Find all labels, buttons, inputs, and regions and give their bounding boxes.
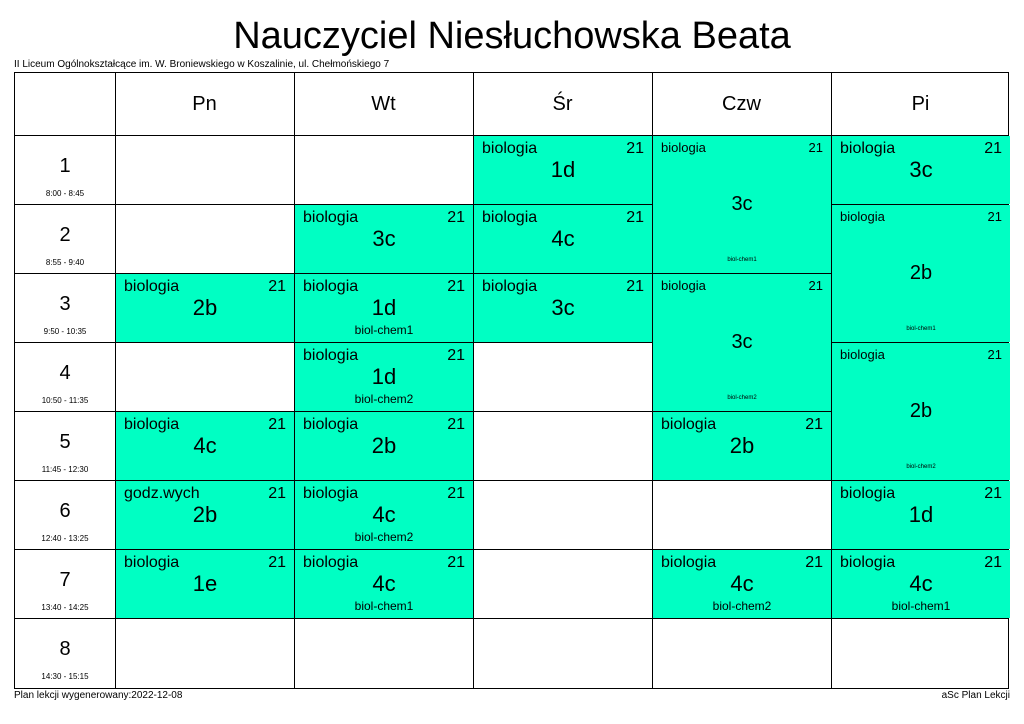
lesson-subject: biologia: [124, 554, 180, 571]
lesson-subject: biologia: [303, 416, 359, 433]
lesson-subject: biologia: [661, 416, 717, 433]
lesson-cell: [653, 550, 831, 618]
lesson-cell: [116, 481, 294, 549]
lesson-class: 4c: [551, 226, 575, 251]
lesson-room: 21: [268, 278, 286, 295]
grid-line: [294, 73, 295, 688]
lesson-group: biol-chem1: [906, 326, 936, 332]
period-time: 8:55 - 9:40: [45, 258, 85, 267]
period-label: [15, 204, 115, 273]
lesson-cell: [653, 412, 831, 480]
lesson-cell: [653, 136, 831, 273]
lesson-room: 21: [447, 485, 465, 502]
lesson-group: biol-chem2: [727, 395, 757, 401]
period-label: [15, 549, 115, 618]
lesson-room: 21: [987, 347, 1002, 362]
lesson-subject: godz.wych: [124, 485, 200, 502]
lesson-class: 2b: [909, 400, 933, 422]
lesson-room: 21: [268, 554, 286, 571]
lesson-class: 3c: [731, 331, 753, 353]
lesson-cell: [474, 205, 652, 273]
grid-line: [831, 73, 832, 688]
lesson-room: 21: [805, 416, 823, 433]
lesson-class: 1e: [192, 571, 218, 596]
day-header: Wt: [371, 93, 396, 115]
period-label: [15, 135, 115, 204]
lesson-cell: [295, 550, 473, 618]
lesson-subject: biologia: [124, 278, 180, 295]
lesson-subject: biologia: [303, 278, 359, 295]
lesson-cell: [295, 412, 473, 480]
period-time: 9:50 - 10:35: [43, 327, 87, 336]
lesson-subject: biologia: [840, 140, 896, 157]
lesson-cell: [474, 136, 652, 204]
period-number: 6: [59, 500, 71, 522]
lesson-room: 21: [626, 209, 644, 226]
grid-line: [473, 73, 474, 688]
lesson-cell: [295, 343, 473, 411]
lesson-subject: biologia: [840, 347, 885, 362]
lesson-class: 2b: [371, 433, 397, 458]
lesson-cell: [832, 343, 1010, 480]
lesson-cell: [295, 274, 473, 342]
lesson-class: 3c: [551, 295, 575, 320]
lesson-cell: [653, 274, 831, 411]
lesson-subject: biologia: [840, 554, 896, 571]
lesson-room: 21: [626, 278, 644, 295]
lesson-room: 21: [987, 209, 1002, 224]
lesson-subject: biologia: [303, 347, 359, 364]
lesson-subject: biologia: [840, 485, 896, 502]
lesson-class: 1d: [550, 157, 576, 182]
timetable-grid: [14, 72, 1009, 689]
lesson-subject: biologia: [661, 554, 717, 571]
lesson-subject: biologia: [840, 209, 885, 224]
lesson-cell: [832, 481, 1010, 549]
lesson-subject: biologia: [303, 209, 359, 226]
lesson-group: biol-chem1: [354, 323, 414, 337]
lesson-room: 21: [984, 140, 1002, 157]
period-number: 5: [59, 431, 71, 453]
period-time: 13:40 - 14:25: [41, 603, 89, 612]
period-number: 8: [59, 638, 71, 660]
lesson-group: biol-chem2: [354, 530, 414, 544]
period-label: [15, 618, 115, 687]
day-header: Czw: [722, 93, 761, 115]
period-label: [15, 273, 115, 342]
period-number: 4: [59, 362, 71, 384]
lesson-room: 21: [626, 140, 644, 157]
grid-line: [15, 204, 653, 205]
lesson-room: 21: [268, 416, 286, 433]
period-number: 2: [59, 224, 71, 246]
lesson-subject: biologia: [661, 278, 706, 293]
lesson-group: biol-chem1: [354, 599, 414, 613]
lesson-class: 2b: [192, 295, 218, 320]
lesson-room: 21: [984, 485, 1002, 502]
lesson-room: 21: [447, 278, 465, 295]
lesson-cell: [295, 481, 473, 549]
lesson-room: 21: [447, 554, 465, 571]
lesson-subject: biologia: [482, 209, 538, 226]
lesson-subject: biologia: [303, 485, 359, 502]
lesson-room: 21: [447, 209, 465, 226]
app-name: aSc Plan Lekcji: [941, 690, 1010, 701]
lesson-class: 2b: [192, 502, 218, 527]
grid-line: [652, 73, 653, 688]
period-time: 8:00 - 8:45: [45, 189, 85, 198]
lesson-room: 21: [808, 140, 823, 155]
lesson-cell: [474, 274, 652, 342]
grid-line: [15, 480, 1008, 481]
grid-line: [831, 204, 1008, 205]
lesson-class: 3c: [909, 157, 933, 182]
generated-date: Plan lekcji wygenerowany:2022-12-08: [14, 690, 183, 701]
period-number: 3: [59, 293, 71, 315]
lesson-cell: [116, 550, 294, 618]
period-time: 14:30 - 15:15: [41, 672, 89, 681]
grid-line: [15, 549, 1008, 550]
period-time: 12:40 - 13:25: [41, 534, 89, 543]
grid-line: [831, 342, 1008, 343]
lesson-class: 4c: [193, 433, 217, 458]
lesson-class: 4c: [909, 571, 933, 596]
period-time: 10:50 - 11:35: [41, 396, 89, 405]
lesson-room: 21: [805, 554, 823, 571]
lesson-room: 21: [268, 485, 286, 502]
lesson-class: 1d: [371, 364, 397, 389]
lesson-cell: [832, 550, 1010, 618]
period-label: [15, 342, 115, 411]
lesson-cell: [832, 136, 1010, 204]
lesson-class: 4c: [372, 571, 396, 596]
lesson-subject: biologia: [661, 140, 706, 155]
lesson-room: 21: [447, 347, 465, 364]
lesson-cell: [832, 205, 1010, 342]
lesson-room: 21: [808, 278, 823, 293]
period-label: [15, 411, 115, 480]
period-number: 7: [59, 569, 71, 591]
grid-line: [115, 73, 116, 688]
lesson-group: biol-chem2: [354, 392, 414, 406]
lesson-cell: [295, 205, 473, 273]
lesson-group: biol-chem1: [891, 599, 951, 613]
day-header: Pn: [192, 93, 217, 115]
day-header: Śr: [552, 93, 573, 115]
lesson-cell: [116, 274, 294, 342]
lesson-class: 3c: [372, 226, 396, 251]
lesson-class: 1d: [371, 295, 397, 320]
day-header: Pi: [911, 93, 930, 115]
lesson-class: 4c: [372, 502, 396, 527]
lesson-cell: [116, 412, 294, 480]
grid-line: [15, 342, 653, 343]
lesson-room: 21: [984, 554, 1002, 571]
grid-line: [15, 618, 1008, 619]
grid-line: [15, 411, 832, 412]
lesson-class: 1d: [908, 502, 934, 527]
grid-line: [15, 135, 1008, 136]
lesson-group: biol-chem2: [712, 599, 772, 613]
lesson-group: biol-chem1: [727, 257, 757, 263]
period-label: [15, 480, 115, 549]
school-name: II Liceum Ogólnokształcące im. W. Broniewskiego w Koszalinie, ul. Chełmońskiego 7: [14, 59, 390, 70]
lesson-room: 21: [447, 416, 465, 433]
grid-line: [15, 273, 832, 274]
lesson-subject: biologia: [482, 140, 538, 157]
lesson-class: 3c: [731, 193, 753, 215]
lesson-class: 2b: [909, 262, 933, 284]
lesson-subject: biologia: [124, 416, 180, 433]
lesson-group: biol-chem2: [906, 464, 936, 470]
period-time: 11:45 - 12:30: [41, 465, 89, 474]
lesson-subject: biologia: [482, 278, 538, 295]
page-title: Nauczyciel Niesłuchowska Beata: [233, 15, 791, 57]
lesson-subject: biologia: [303, 554, 359, 571]
period-number: 1: [59, 155, 71, 177]
lesson-class: 4c: [730, 571, 754, 596]
lesson-class: 2b: [729, 433, 755, 458]
